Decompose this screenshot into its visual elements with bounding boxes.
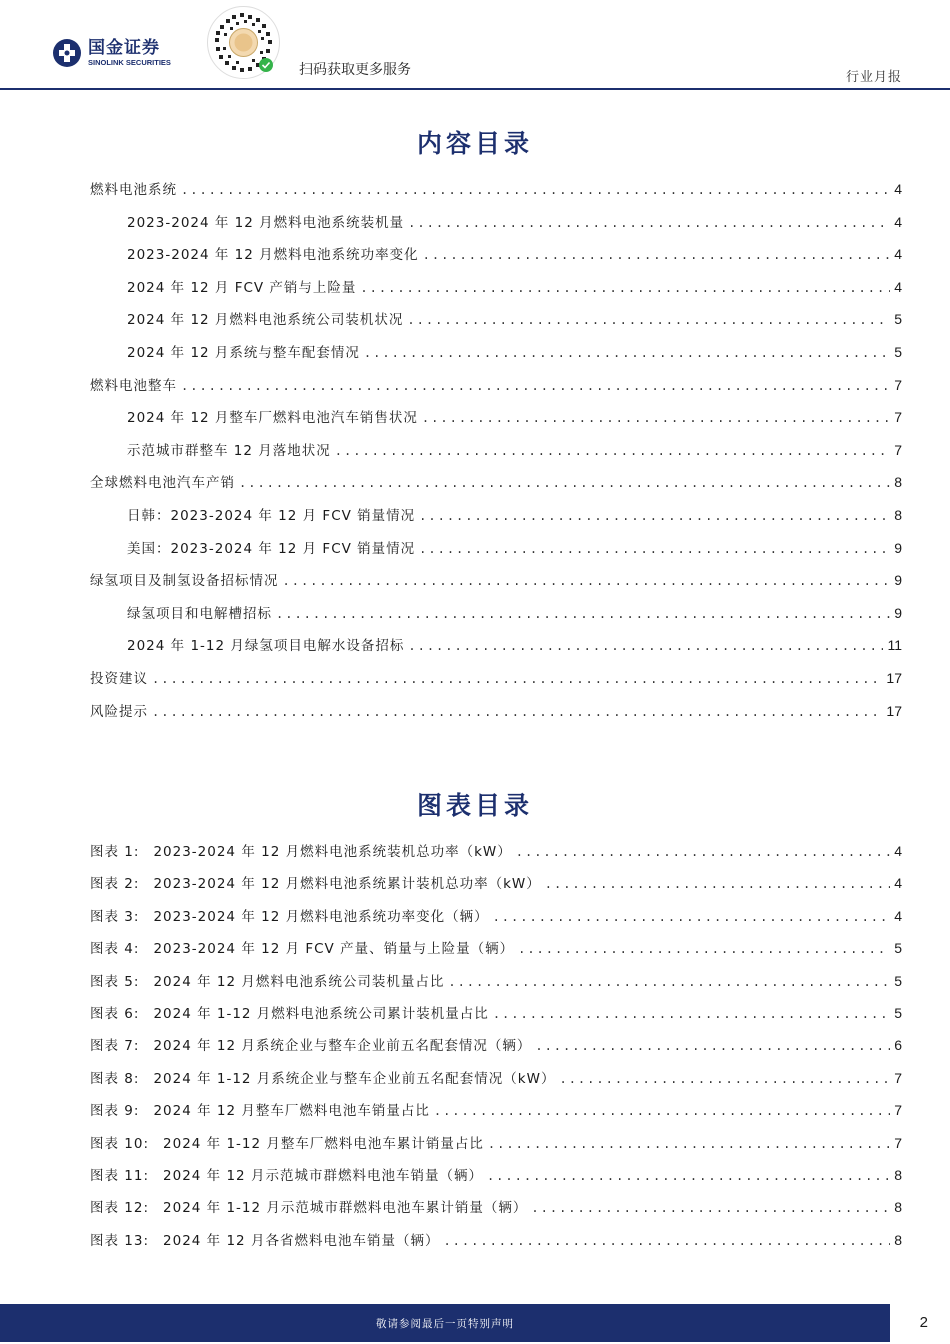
toc-leader-dots — [181, 183, 890, 197]
toc-entry-page: 7 — [894, 441, 902, 458]
toc-entry-page: 11 — [887, 637, 902, 654]
toc-entry[interactable] — [90, 308, 902, 341]
toc-leader-dots — [488, 1137, 890, 1151]
toc-entry-page: 5 — [894, 343, 902, 360]
page-number: 2 — [919, 1314, 928, 1331]
footer-disclaimer: 敬请参阅最后一页特别声明 — [376, 1318, 514, 1330]
page-footer — [0, 1304, 950, 1344]
toc-leader-dots — [276, 607, 890, 621]
toc-entry-title: 日韩：2023-2024 年 12 月 FCV 销量情况 — [127, 507, 416, 524]
figure-toc-entry[interactable] — [90, 970, 902, 1002]
toc-entry-page: 9 — [894, 572, 902, 589]
figure-title: 2023-2024 年 12 月燃料电池系统功率变化（辆） — [153, 908, 489, 925]
toc-leader-dots — [181, 379, 890, 393]
toc-entry-title: 燃料电池系统 — [90, 182, 177, 198]
figure-label: 图表 9: — [90, 1103, 140, 1120]
figure-label: 图表 12: — [90, 1200, 150, 1217]
toc-entry-title: 燃料电池整车 — [90, 377, 177, 394]
toc-entry[interactable] — [90, 243, 902, 276]
figure-title: 2024 年 1-12 月系统企业与整车企业前五名配套情况（kW） — [153, 1070, 556, 1087]
toc-entry[interactable] — [90, 341, 902, 374]
figure-label: 图表 13: — [90, 1232, 150, 1249]
figure-title: 2024 年 12 月系统企业与整车企业前五名配套情况（辆） — [153, 1038, 532, 1055]
toc-leader-dots — [434, 1104, 890, 1118]
figure-page: 8 — [894, 1199, 902, 1216]
logo-english-name: SINOLINK SECURITIES — [88, 57, 171, 67]
figure-page: 8 — [894, 1166, 902, 1183]
toc-entry-title: 2024 年 1-12 月绿氢项目电解水设备招标 — [127, 638, 405, 655]
qr-code-icon[interactable] — [206, 5, 281, 80]
figure-label: 图表 7: — [90, 1038, 140, 1055]
toc-entry-title: 2024 年 12 月系统与整车配套情况 — [127, 344, 360, 361]
toc-entry[interactable] — [90, 406, 902, 439]
toc-entry-title: 全球燃料电池汽车产销 — [90, 475, 235, 492]
figure-toc-entry[interactable] — [90, 1034, 902, 1066]
toc-leader-dots — [493, 1007, 890, 1021]
toc-entry-page: 9 — [894, 604, 902, 621]
figure-page: 4 — [894, 907, 902, 924]
figure-page: 5 — [894, 1004, 902, 1021]
toc-entry[interactable] — [90, 276, 902, 309]
toc-entry-page: 17 — [886, 669, 902, 686]
toc-leader-dots — [493, 910, 891, 924]
sinolink-logo — [52, 38, 171, 68]
toc-entry[interactable] — [90, 537, 902, 570]
toc-entry-title: 示范城市群整车 12 月落地状况 — [127, 442, 331, 459]
toc-entry[interactable] — [90, 439, 902, 472]
toc-leader-dots — [545, 877, 890, 891]
figure-toc-entry[interactable] — [90, 1099, 902, 1131]
toc-entry-title: 2023-2024 年 12 月燃料电池系统装机量 — [127, 214, 405, 231]
toc-entry-title: 美国：2023-2024 年 12 月 FCV 销量情况 — [127, 540, 416, 557]
toc-leader-dots — [443, 1234, 890, 1248]
figure-page: 8 — [894, 1231, 902, 1248]
toc-entry-title: 风险提示 — [90, 703, 148, 720]
figure-toc-entry[interactable] — [90, 905, 902, 937]
toc-leader-dots — [360, 281, 890, 295]
toc-entry-page: 8 — [894, 506, 902, 523]
page-header — [0, 0, 950, 92]
toc-leader-dots — [152, 672, 882, 686]
figure-label: 图表 5: — [90, 973, 140, 990]
figure-title: 2024 年 12 月各省燃料电池车销量（辆） — [163, 1232, 440, 1249]
table-of-contents — [90, 178, 902, 732]
toc-entry[interactable] — [90, 569, 902, 602]
figure-label: 图表 11: — [90, 1167, 150, 1184]
toc-leader-dots — [364, 346, 890, 360]
toc-leader-dots — [487, 1169, 890, 1183]
toc-entry-page: 4 — [894, 181, 902, 197]
figure-label: 图表 4: — [90, 941, 140, 958]
figure-title: 2024 年 12 月示范城市群燃料电池车销量（辆） — [163, 1167, 483, 1184]
toc-entry-title: 2024 年 12 月燃料电池系统公司装机状况 — [127, 312, 404, 329]
toc-entry-page: 17 — [886, 702, 902, 719]
toc-entry[interactable] — [90, 178, 902, 211]
figure-label: 图表 8: — [90, 1070, 140, 1087]
toc-entry-title: 绿氢项目和电解槽招标 — [127, 605, 272, 622]
toc-leader-dots — [423, 248, 891, 262]
figures-table-of-contents — [90, 840, 902, 1261]
figure-title: 2023-2024 年 12 月燃料电池系统累计装机总功率（kW） — [153, 876, 541, 893]
qr-caption: 扫码获取更多服务 — [299, 62, 411, 78]
figure-page: 6 — [894, 1037, 902, 1054]
toc-leader-dots — [559, 1072, 890, 1086]
figure-page: 7 — [894, 1102, 902, 1119]
toc-leader-dots — [408, 216, 890, 230]
toc-leader-dots — [335, 444, 890, 458]
figure-label: 图表 6: — [90, 1005, 140, 1022]
figure-label: 图表 2: — [90, 876, 140, 893]
toc-entry-page: 9 — [894, 539, 902, 556]
figure-toc-entry[interactable] — [90, 1132, 902, 1164]
figure-title: 2023-2024 年 12 月 FCV 产量、销量与上险量（辆） — [153, 941, 515, 958]
toc-entry[interactable] — [90, 634, 902, 667]
toc-entry[interactable] — [90, 504, 902, 537]
figure-title: 2024 年 1-12 月燃料电池系统公司累计装机量占比 — [153, 1005, 489, 1022]
toc-entry[interactable] — [90, 374, 902, 407]
toc-leader-dots — [407, 313, 890, 327]
figure-page: 7 — [894, 1069, 902, 1086]
toc-entry-title: 2024 年 12 月整车厂燃料电池汽车销售状况 — [127, 410, 418, 427]
toc-entry-title: 绿氢项目及制氢设备招标情况 — [90, 573, 279, 590]
figure-label: 图表 10: — [90, 1135, 150, 1152]
toc-title: 内容目录 — [416, 129, 533, 158]
figure-page: 4 — [894, 843, 902, 859]
toc-entry-page: 7 — [894, 409, 902, 426]
figures-toc-title: 图表目录 — [416, 791, 533, 820]
logo-chinese-name: 国金证券 — [88, 37, 160, 58]
figure-toc-entry[interactable] — [90, 1229, 902, 1261]
toc-entry-page: 4 — [894, 278, 902, 295]
figure-toc-entry[interactable] — [90, 872, 902, 904]
toc-leader-dots — [448, 975, 890, 989]
toc-entry-page: 4 — [894, 246, 902, 263]
figure-title: 2024 年 1-12 月示范城市群燃料电池车累计销量（辆） — [163, 1200, 528, 1217]
toc-entry-page: 4 — [894, 213, 902, 230]
figure-label: 图表 3: — [90, 908, 140, 925]
toc-leader-dots — [239, 476, 890, 490]
figure-page: 5 — [894, 972, 902, 989]
figure-title: 2023-2024 年 12 月燃料电池系统装机总功率（kW） — [153, 844, 512, 860]
figure-title: 2024 年 1-12 月整车厂燃料电池车累计销量占比 — [163, 1135, 484, 1152]
toc-leader-dots — [152, 705, 882, 719]
toc-leader-dots — [535, 1039, 890, 1053]
toc-leader-dots — [419, 509, 890, 523]
figure-toc-entry[interactable] — [90, 1002, 902, 1034]
toc-entry-title: 2024 年 12 月 FCV 产销与上险量 — [127, 279, 357, 296]
toc-entry[interactable] — [90, 667, 902, 700]
toc-leader-dots — [419, 542, 890, 556]
report-type-label: 行业月报 — [845, 70, 902, 85]
figure-page: 5 — [894, 940, 902, 957]
toc-entry[interactable] — [90, 471, 902, 504]
toc-leader-dots — [531, 1201, 890, 1215]
toc-entry-title: 2023-2024 年 12 月燃料电池系统功率变化 — [127, 247, 419, 264]
figure-toc-entry[interactable] — [90, 937, 902, 969]
toc-entry-page: 7 — [894, 376, 902, 393]
toc-leader-dots — [283, 574, 891, 588]
figure-page: 7 — [894, 1134, 902, 1151]
sinolink-logo-icon — [52, 38, 82, 68]
header-divider — [0, 88, 950, 90]
figure-title: 2024 年 12 月整车厂燃料电池车销量占比 — [153, 1103, 430, 1120]
figure-toc-entry[interactable] — [90, 1196, 902, 1228]
toc-leader-dots — [516, 845, 890, 859]
toc-entry-title: 投资建议 — [90, 670, 148, 687]
figure-toc-entry[interactable] — [90, 1164, 902, 1196]
toc-leader-dots — [518, 942, 890, 956]
figure-title: 2024 年 12 月燃料电池系统公司装机量占比 — [153, 973, 445, 990]
toc-leader-dots — [408, 639, 883, 653]
toc-leader-dots — [422, 411, 890, 425]
toc-entry[interactable] — [90, 700, 902, 733]
figure-label: 图表 1: — [90, 844, 140, 860]
toc-entry[interactable] — [90, 602, 902, 635]
figure-toc-entry[interactable] — [90, 840, 902, 872]
toc-entry-page: 8 — [894, 474, 902, 491]
toc-entry-page: 5 — [894, 311, 902, 328]
figure-toc-entry[interactable] — [90, 1067, 902, 1099]
figure-page: 4 — [894, 875, 902, 892]
toc-entry[interactable] — [90, 211, 902, 244]
